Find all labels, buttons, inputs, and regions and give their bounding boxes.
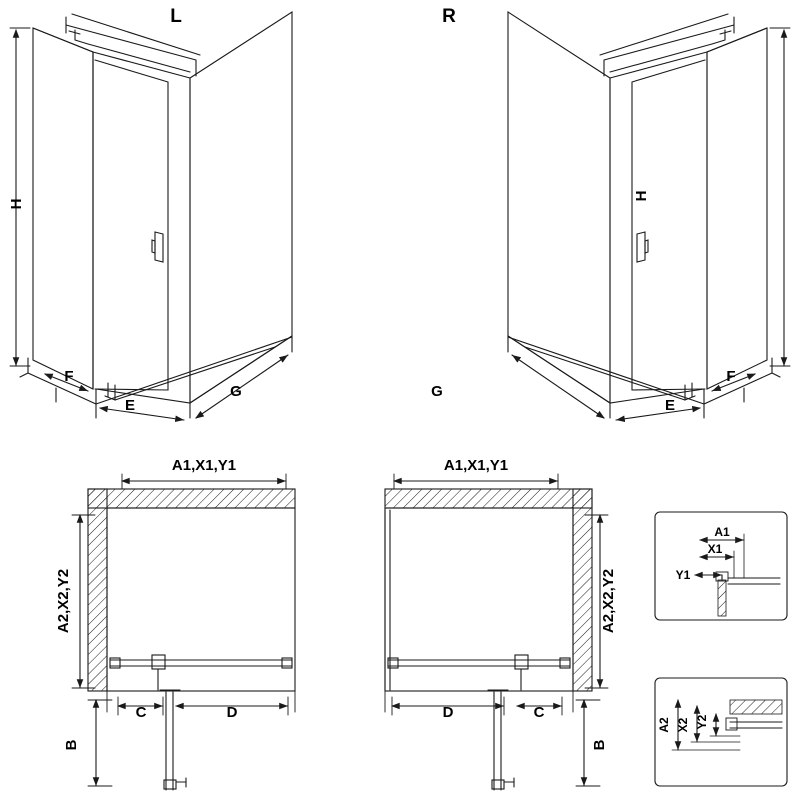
label-view-right: R	[442, 6, 456, 27]
label-entry-left: E	[124, 397, 136, 414]
label-plan-left-dim-c: C	[135, 704, 147, 721]
iso-view-right	[508, 12, 790, 420]
label-detail-top-x1: X1	[707, 542, 723, 556]
detail-bottom-right	[655, 678, 787, 786]
plan-view-left	[72, 474, 295, 790]
label-front-left: F	[64, 368, 74, 385]
label-plan-left-dim-b: B	[63, 739, 80, 751]
label-detail-bottom-a2: A2	[657, 717, 671, 733]
label-height-left: H	[8, 198, 25, 210]
label-front-right: F	[726, 368, 736, 385]
label-plan-right-side-dim: A2,X2,Y2	[600, 568, 617, 634]
label-view-left: L	[170, 6, 182, 27]
label-plan-right-dim-b: B	[591, 739, 608, 751]
plan-view-right	[385, 474, 608, 790]
label-detail-top-y1: Y1	[675, 568, 691, 582]
label-plan-right-dim-d: D	[442, 704, 454, 721]
label-detail-bottom-y2: Y2	[695, 714, 709, 730]
label-entry-right: E	[664, 397, 676, 414]
label-plan-left-dim-d: D	[226, 704, 238, 721]
label-detail-bottom-x2: X2	[676, 717, 690, 733]
label-side-right: G	[431, 383, 443, 400]
label-plan-left-side-dim: A2,X2,Y2	[55, 568, 72, 634]
label-plan-left-top-dim: A1,X1,Y1	[171, 457, 237, 474]
iso-view-left	[10, 12, 292, 420]
label-detail-top-a1: A1	[714, 525, 730, 539]
label-plan-right-top-dim: A1,X1,Y1	[443, 457, 509, 474]
label-height-right: H	[633, 190, 650, 202]
label-side-left: G	[230, 383, 242, 400]
label-plan-right-dim-c: C	[533, 704, 545, 721]
